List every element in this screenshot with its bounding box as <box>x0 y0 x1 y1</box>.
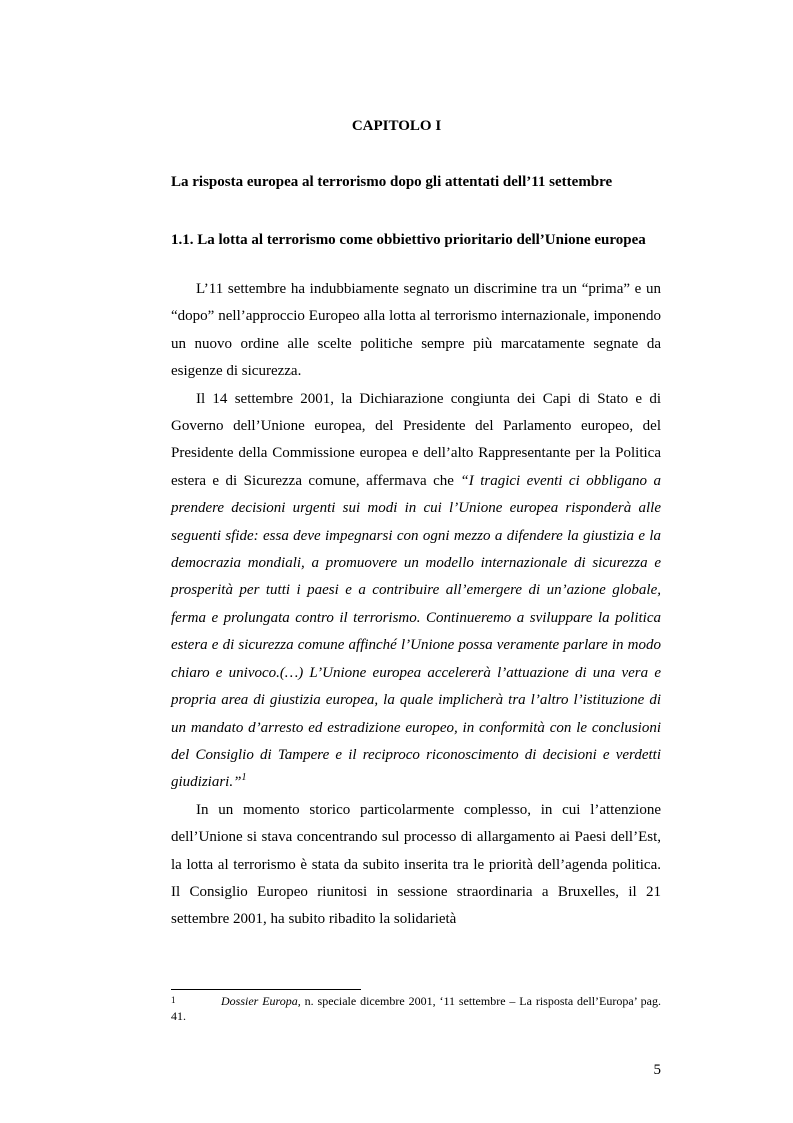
paragraph-3: In un momento storico particolarmente complesso, in cui l’attenzione dell’Unione si stava concentrando sul processo di allargamento ai Paesi dell’Est, la lotta al terrorismo è stata da subito inserita tra le priorità dell’agenda politica. Il Consiglio Europeo riunitosi in sessione straordinaria a Bruxelles, il 21 settembre 2001, ha subito ribadito la solidarietà <box>171 801 661 928</box>
paragraph-1: L’11 settembre ha indubbiamente segnato un discrimine tra un “prima” e un “dopo” nell’approccio Europeo alla lotta al terrorismo internazionale, imponendo un nuovo ordine alle scelte politiche sempre più marcatamente segnate da esigenze di sicurezza. <box>171 281 661 380</box>
footnote-separator <box>171 989 361 990</box>
footnote-reference: 1 <box>241 772 247 784</box>
footnote-text: n. speciale dicembre 2001, ‘11 settembre – La risposta dell’Europa’ pag. 41. <box>171 994 662 1023</box>
paragraph-2-quote: “I tragici eventi ci obbligano a prendere decisioni urgenti sui modi in cui l’Unione europea risponderà alle seguenti sfide: essa deve impegnarsi con ogni mezzo a difendere la giustizia e la democrazia mondiali, a promuovere un modello internazionale di sicurezza e prosperità per tutti i paesi e a contribuire all’emergere di un’azione globale, ferma e prolungata contro il terrorismo. Continueremo a sviluppare la politica estera e di sicurezza comune affinché l’Unione possa veramente parlare in modo chiaro e univoco.(…) L’Unione europea accelererà l’attuazione di una vera e propria area di giustizia europea, la quale implicherà tra l’altro l’istituzione di un mandato d’arresto ed estradizione europeo, in conformità con le conclusioni del Consiglio di Tampere e il reciproco riconoscimento di decisioni e verdetti giudiziari.” <box>171 472 661 791</box>
page-number: 5 <box>653 1062 661 1078</box>
chapter-title: CAPITOLO I <box>351 118 442 134</box>
paragraph-2-intro: Il 14 settembre 2001, la Dichiarazione congiunta dei Capi di Stato e di Governo dell’Unione europea, del Presidente del Parlamento europeo, del Presidente della Commissione europea e dell’alto Rappresentante per la Politica estera e di Sicurezza comune, affermava che <box>171 390 661 489</box>
footnote <box>171 994 661 1024</box>
footnote-number: 1 <box>171 995 176 1005</box>
chapter-subtitle: La risposta europea al terrorismo dopo gli attentati dell’11 settembre <box>171 174 613 190</box>
paragraph-2 <box>171 386 661 797</box>
body-text <box>171 276 661 934</box>
section-heading: 1.1. La lotta al terrorismo come obbiettivo prioritario dell’Unione europea <box>171 232 646 248</box>
footnote-source: Dossier Europa, <box>221 994 301 1008</box>
